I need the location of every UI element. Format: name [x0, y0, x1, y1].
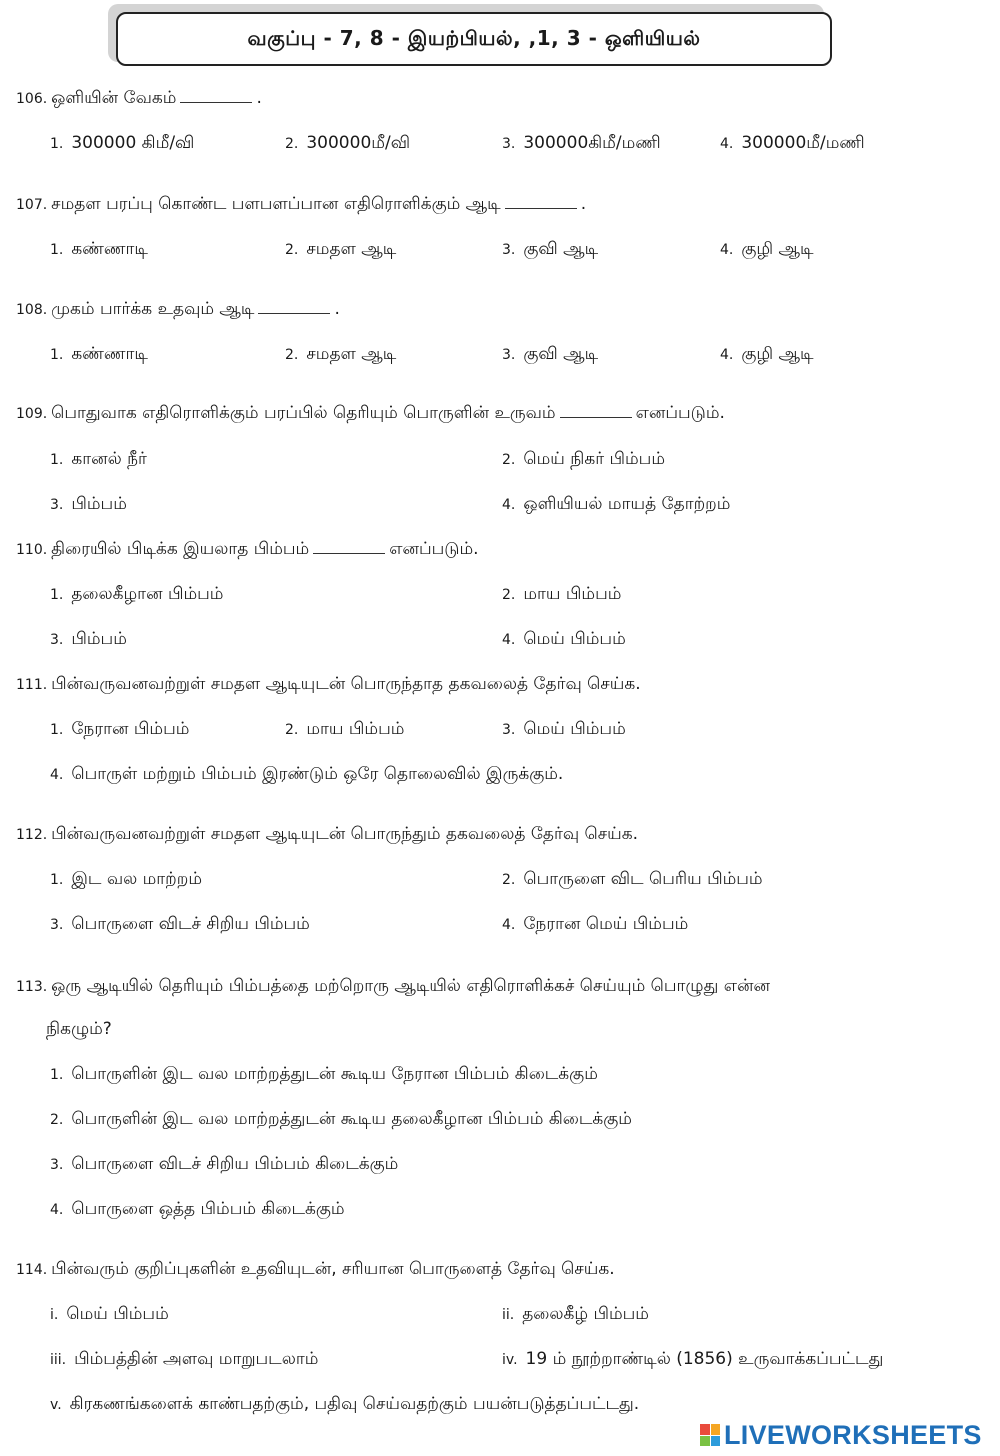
question-number: 111. [16, 677, 48, 693]
question-number: 113. [16, 979, 48, 995]
option-109-3[interactable]: 3. பிம்பம் [50, 494, 127, 514]
option-111-1[interactable]: 1. நேரான பிம்பம் [50, 719, 190, 739]
question-number: 108. [16, 302, 48, 318]
option-113-1[interactable]: 1. பொருளின் இட வல மாற்றத்துடன் கூடிய நேரான பிம்பம் கிடைக்கும் [50, 1064, 598, 1084]
question-number: 106. [16, 91, 48, 107]
option-107-1[interactable]: 1. கண்ணாடி [50, 239, 148, 259]
option-109-1[interactable]: 1. கானல் நீர் [50, 449, 147, 469]
question-text: பின்வருவனவற்றுள் சமதள ஆடியுடன் பொருந்தும் தகவலைத் தேர்வு செய்க. [51, 824, 639, 844]
option-108-3[interactable]: 3. குவி ஆடி [502, 344, 599, 364]
question-text: சமதள பரப்பு கொண்ட பளபளப்பான எதிரொளிக்கும் ஆடி [51, 194, 501, 214]
answer-blank[interactable] [560, 403, 632, 418]
question-text-after: எனப்படும். [389, 539, 479, 559]
question-text: பின்வரும் குறிப்புகளின் உதவியுடன், சரியான பொருளைத் தேர்வு செய்க. [51, 1259, 615, 1279]
hint-114-ii: ii. தலைகீழ் பிம்பம் [502, 1304, 649, 1324]
answer-blank[interactable] [258, 299, 330, 314]
hint-114-i: i. மெய் பிம்பம் [50, 1304, 169, 1324]
option-112-1[interactable]: 1. இட வல மாற்றம் [50, 869, 202, 889]
question-text-after: . [334, 299, 340, 319]
option-111-4[interactable]: 4. பொருள் மற்றும் பிம்பம் இரண்டும் ஒரே தொலைவில் இருக்கும். [50, 764, 564, 784]
option-107-2[interactable]: 2. சமதள ஆடி [285, 239, 397, 259]
question-number: 110. [16, 542, 48, 558]
liveworksheets-logo [700, 1418, 982, 1452]
question-111 [16, 674, 641, 696]
answer-blank[interactable] [505, 194, 577, 209]
option-107-3[interactable]: 3. குவி ஆடி [502, 239, 599, 259]
question-107 [16, 194, 586, 216]
question-text: திரையில் பிடிக்க இயலாத பிம்பம் [51, 539, 310, 559]
logo-text: LIVEWORKSHEETS [724, 1419, 982, 1450]
question-text: ஒளியின் வேகம் [51, 88, 177, 108]
option-107-4[interactable]: 4. குழி ஆடி [720, 239, 814, 259]
question-114 [16, 1259, 615, 1281]
option-112-3[interactable]: 3. பொருளை விடச் சிறிய பிம்பம் [50, 914, 310, 934]
option-113-2[interactable]: 2. பொருளின் இட வல மாற்றத்துடன் கூடிய தலைகீழான பிம்பம் கிடைக்கும் [50, 1109, 632, 1129]
option-110-4[interactable]: 4. மெய் பிம்பம் [502, 629, 626, 649]
question-number: 114. [16, 1262, 48, 1278]
option-109-2[interactable]: 2. மெய் நிகர் பிம்பம் [502, 449, 666, 469]
option-109-4[interactable]: 4. ஒளியியல் மாயத் தோற்றம் [502, 494, 731, 514]
question-110 [16, 539, 479, 561]
option-112-4[interactable]: 4. நேரான மெய் பிம்பம் [502, 914, 689, 934]
question-text: பொதுவாக எதிரொளிக்கும் பரப்பில் தெரியும் பொருளின் உருவம் [51, 403, 556, 423]
question-108 [16, 299, 340, 321]
question-109 [16, 403, 725, 425]
option-106-2[interactable]: 2. 300000மீ/வி [285, 133, 411, 153]
option-106-3[interactable]: 3. 300000கிமீ/மணி [502, 133, 661, 153]
option-111-2[interactable]: 2. மாய பிம்பம் [285, 719, 405, 739]
hint-114-v: v. கிரகணங்களைக் காண்பதற்கும், பதிவு செய்வதற்கும் பயன்படுத்தப்பட்டது. [50, 1394, 640, 1414]
question-text-after: . [256, 88, 262, 108]
answer-blank[interactable] [180, 88, 252, 103]
answer-blank[interactable] [313, 539, 385, 554]
question-112 [16, 824, 638, 846]
page-title: வகுப்பு - 7, 8 - இயற்பியல், ,1, 3 - ஒளியியல் [116, 12, 832, 66]
hint-114-iv: iv. 19 ம் நூற்றாண்டில் (1856) உருவாக்கப்பட்டது [502, 1349, 884, 1369]
question-113 [16, 976, 770, 998]
option-108-4[interactable]: 4. குழி ஆடி [720, 344, 814, 364]
option-113-3[interactable]: 3. பொருளை விடச் சிறிய பிம்பம் கிடைக்கும் [50, 1154, 399, 1174]
question-106 [16, 88, 262, 110]
option-113-4[interactable]: 4. பொருளை ஒத்த பிம்பம் கிடைக்கும் [50, 1199, 345, 1219]
option-108-2[interactable]: 2. சமதள ஆடி [285, 344, 397, 364]
logo-icon [700, 1424, 720, 1446]
option-110-1[interactable]: 1. தலைகீழான பிம்பம் [50, 584, 224, 604]
question-number: 112. [16, 827, 48, 843]
question-text-after: எனப்படும். [635, 403, 725, 423]
option-106-4[interactable]: 4. 300000மீ/மணி [720, 133, 865, 153]
option-110-2[interactable]: 2. மாய பிம்பம் [502, 584, 622, 604]
option-108-1[interactable]: 1. கண்ணாடி [50, 344, 148, 364]
option-110-3[interactable]: 3. பிம்பம் [50, 629, 127, 649]
option-106-1[interactable]: 1. 300000 கிமீ/வி [50, 133, 195, 153]
question-text: பின்வருவனவற்றுள் சமதள ஆடியுடன் பொருந்தாத தகவலைத் தேர்வு செய்க. [51, 674, 641, 694]
question-number: 109. [16, 406, 48, 422]
question-113-continued: நிகழும்? [46, 1019, 112, 1039]
question-text: ஒரு ஆடியில் தெரியும் பிம்பத்தை மற்றொரு ஆடியில் எதிரொளிக்கச் செய்யும் பொழுது என்ன [51, 976, 770, 996]
option-112-2[interactable]: 2. பொருளை விட பெரிய பிம்பம் [502, 869, 763, 889]
question-number: 107. [16, 197, 48, 213]
question-text: முகம் பார்க்க உதவும் ஆடி [51, 299, 255, 319]
question-text-after: . [580, 194, 587, 214]
hint-114-iii: iii. பிம்பத்தின் அளவு மாறுபடலாம் [50, 1349, 319, 1369]
option-111-3[interactable]: 3. மெய் பிம்பம் [502, 719, 626, 739]
